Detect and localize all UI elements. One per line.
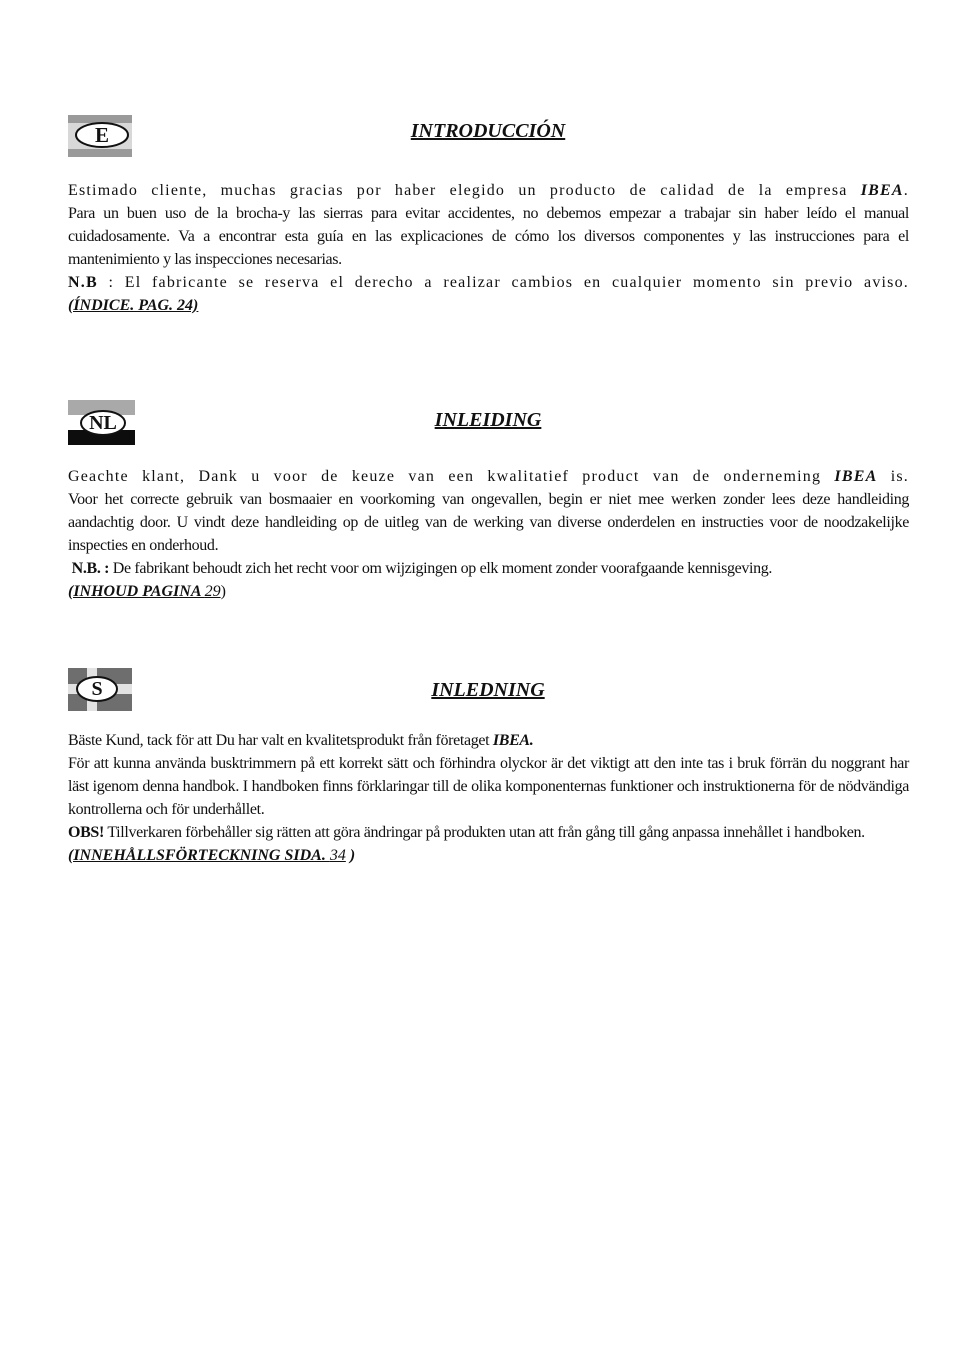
swedish-body: För att kunna använda busktrimmern på ett korrekt sätt och förhindra olyckor är det viktigt att den inte tas i bruk förrän du noggrant har läst igenom denna handbok. I handboken finns förklaringar till de olika komponenternas funktioner och instruktionerna för de nödvändiga kontrollerna och för underhållet. [68,755,909,818]
spanish-index-link[interactable]: (ÍNDICE. PAG. 24) [68,297,199,314]
spain-badge-letter: E [94,123,109,147]
dutch-notice: N.B. : De fabrikant behoudt zich het recht voor om wijzigingen op elk moment zonder voorafgaande kennisgeving. [71,560,773,577]
dutch-body: Voor het correcte gebruik van bosmaaier en voorkoming van ongevallen, begin er niet mee werken zonder lees deze handleiding aandachtig door. U vindt deze handleiding op de uitleg van de werking van diverse onderdelen en instructies voor de noodzakelijke inspecties en onderhoud. [68,491,909,554]
brand-name: IBEA. [492,732,534,749]
brand-name: IBEA [860,182,904,199]
swedish-index-link[interactable]: (INNEHÅLLSFÖRTECKNING SIDA. 34 ) [68,847,356,864]
dutch-greeting: Geachte klant, Dank u voor de keuze van een kwalitatief product van de onderneming IBEA is. [68,468,909,485]
dutch-index-link[interactable]: (INHOUD PAGINA 29) [68,583,226,600]
spanish-notice: N.B : El fabricante se reserva el derecho a realizar cambios en cualquier momento sin previo aviso. [68,274,909,291]
spanish-intro [68,179,909,317]
swedish-greeting: Bäste Kund, tack för att Du har valt en kvalitetsprodukt från företaget IBEA. [68,732,534,749]
brand-name: IBEA [834,468,878,485]
swedish-heading: INLEDNING [431,679,545,701]
dutch-heading: INLEIDING [434,409,542,431]
swedish-notice: OBS! Tillverkaren förbehåller sig rätten att göra ändringar på produkten utan att från gång till gång anpassa innehållet i handboken. [68,824,865,841]
netherlands-badge-letters: NL [89,412,117,434]
sweden-badge-letter: S [91,678,103,700]
dutch-intro [68,465,909,603]
swedish-intro [68,729,909,867]
spanish-body: Para un buen uso de la brocha-y las sierras para evitar accidentes, no debemos empezar a trabajar sin haber leído el manual cuidadosamente. Va a encontrar esta guía en las explicaciones de cómo los diversos componentes y las instrucciones para el mantenimiento y las inspecciones necesarias. [68,205,909,268]
spanish-greeting: Estimado cliente, muchas gracias por haber elegido un producto de calidad de la empresa IBEA. [68,182,909,199]
spanish-heading: INTRODUCCIÓN [410,120,566,142]
